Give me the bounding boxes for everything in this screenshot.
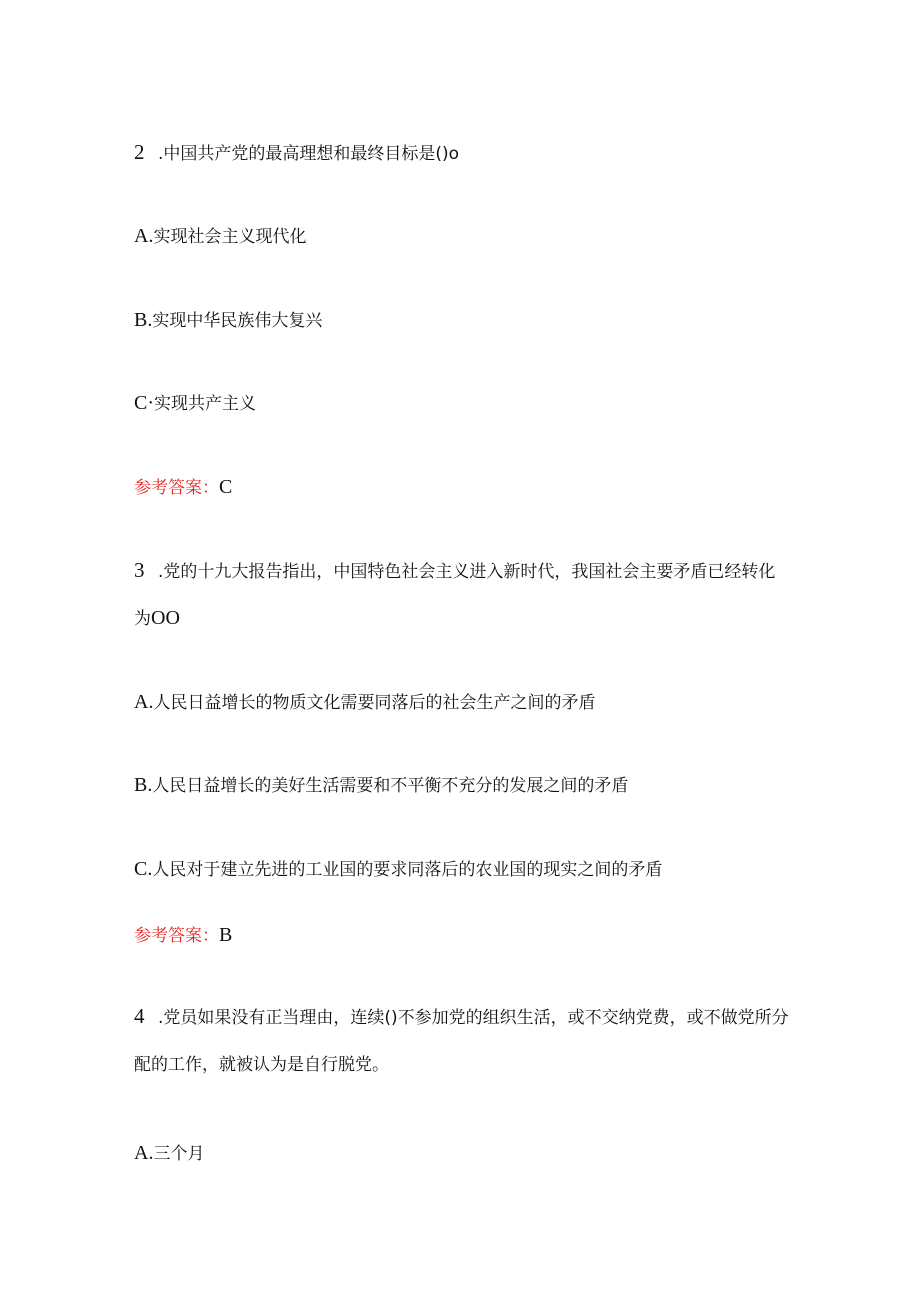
option-letter: A. [134, 225, 154, 247]
option-text: 人民日益增长的美好生活需要和不平衡不充分的发展之间的矛盾 [152, 776, 629, 796]
question-text: .党员如果没有正当理由，连续()不参加党的组织生活，或不交纳党费，或不做党所分 [158, 1008, 789, 1028]
option-text: 人民对于建立先进的工业国的要求同落后的农业国的现实之间的矛盾 [152, 860, 663, 880]
question-number: 3 [134, 558, 145, 582]
question-3-stem [134, 558, 775, 584]
option-text: 实现共产主义 [154, 394, 256, 414]
question-4-stem [134, 1004, 789, 1030]
question-4-option-a [134, 1141, 204, 1166]
question-number: 2 [134, 140, 145, 164]
option-letter: C· [134, 392, 154, 414]
answer-value: C [219, 476, 233, 498]
question-3-option-b [134, 773, 628, 798]
question-3-option-c [134, 857, 662, 882]
question-text: .中国共产党的最高理想和最终目标是()o [158, 144, 460, 164]
question-text: 为 [134, 609, 151, 629]
option-letter: B. [134, 309, 153, 331]
question-2-stem [134, 140, 459, 166]
question-text: .党的十九大报告指出，中国特色社会主义进入新时代，我国社会主要矛盾已经转化 [158, 562, 776, 582]
option-text: 实现中华民族伟大复兴 [152, 311, 323, 331]
question-2-option-c [134, 391, 256, 416]
question-text-tail: OO [151, 607, 180, 629]
option-letter: A. [134, 1142, 154, 1164]
option-letter: A. [134, 691, 154, 713]
option-text: 实现社会主义现代化 [153, 227, 307, 247]
question-4-stem-continued [134, 1053, 389, 1077]
option-text: 人民日益增长的物质文化需要同落后的社会生产之间的矛盾 [153, 693, 596, 713]
question-2-answer [134, 475, 232, 500]
question-3-stem-continued [134, 606, 180, 631]
option-letter: C. [134, 858, 153, 880]
answer-label: 参考答案： [134, 926, 219, 946]
question-number: 4 [134, 1004, 145, 1028]
question-3-answer [134, 923, 232, 948]
option-letter: B. [134, 774, 153, 796]
answer-value: B [219, 924, 233, 946]
question-2-option-a [134, 224, 306, 249]
question-3-option-a [134, 690, 595, 715]
question-2-option-b [134, 308, 322, 333]
option-text: 三个月 [153, 1144, 205, 1164]
answer-label: 参考答案： [134, 478, 219, 498]
question-text: 配的工作，就被认为是自行脱党。 [134, 1055, 389, 1075]
